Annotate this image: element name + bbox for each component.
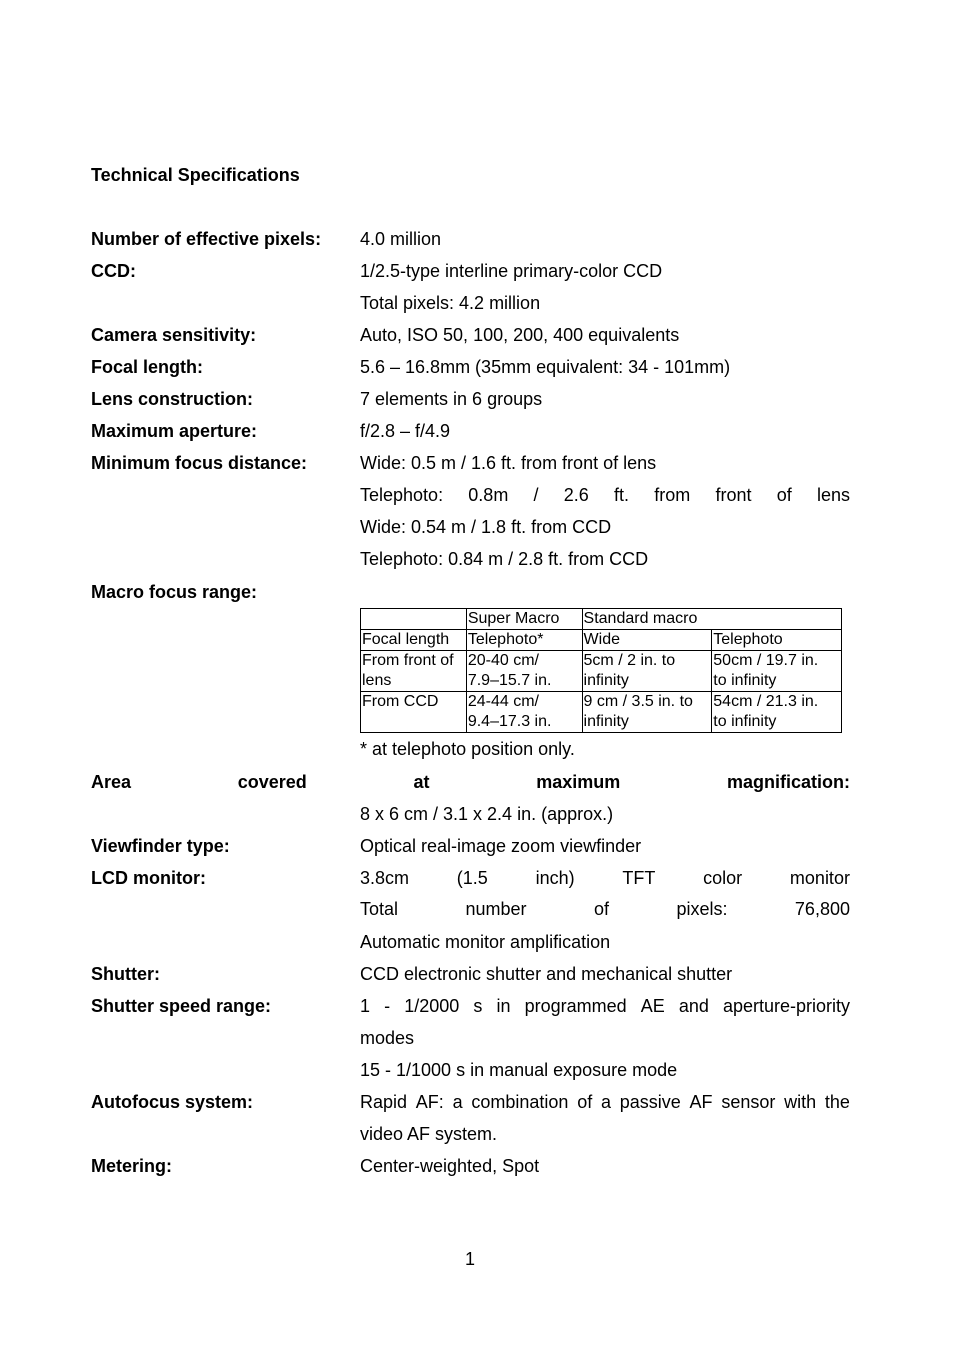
cell-line: 9 cm / 3.5 in. to xyxy=(583,693,693,710)
word: 76,800 xyxy=(794,899,850,919)
word: TFT xyxy=(622,868,656,888)
cell-line: to infinity xyxy=(713,672,777,689)
spec-value-metering: Center-weighted, Spot xyxy=(360,1156,540,1176)
word: and xyxy=(678,996,709,1016)
cell-line: 24-44 cm/ xyxy=(467,693,539,710)
word: at xyxy=(413,772,430,792)
word: monitor xyxy=(789,868,850,888)
spec-value-min-focus-line1: Wide: 0.5 m / 1.6 ft. from front of lens xyxy=(360,453,657,473)
cell-line: 5cm / 2 in. to xyxy=(583,652,676,669)
spec-value-autofocus-line1 xyxy=(360,1091,850,1113)
word: 1 xyxy=(360,996,371,1016)
table-cell xyxy=(582,651,712,692)
spec-label-shutter-speed: Shutter speed range: xyxy=(91,996,272,1016)
word: number xyxy=(465,899,527,919)
cell-line: From CCD xyxy=(362,693,439,710)
word: Area xyxy=(91,772,132,792)
table-cell xyxy=(361,651,467,692)
spec-label-lcd: LCD monitor: xyxy=(91,868,206,888)
spec-label-macro: Macro focus range: xyxy=(91,582,258,602)
word: covered xyxy=(237,772,307,792)
table-cell xyxy=(582,692,712,733)
spec-label-pixels: Number of effective pixels: xyxy=(91,229,322,249)
table-cell: Wide xyxy=(582,630,712,651)
table-cell: Super Macro xyxy=(466,609,582,630)
cell-line: infinity xyxy=(583,713,629,730)
spec-label-area xyxy=(91,771,850,793)
page-number: 1 xyxy=(464,1249,475,1269)
table-cell xyxy=(361,692,467,733)
table-cell: Focal length xyxy=(361,630,467,651)
spec-value-shutter-speed-line2: modes xyxy=(360,1028,415,1048)
word: - xyxy=(384,996,391,1016)
page-title: Technical Specifications xyxy=(91,165,300,185)
spec-value-pixels: 4.0 million xyxy=(360,229,442,249)
word: maximum xyxy=(536,772,621,792)
word: inch) xyxy=(535,868,575,888)
table-cell xyxy=(466,651,582,692)
word: AE xyxy=(640,996,665,1016)
spec-value-lcd-line3: Automatic monitor amplification xyxy=(360,932,611,952)
table-row xyxy=(361,609,842,630)
table-cell xyxy=(712,651,842,692)
cell-line: 9.4–17.3 in. xyxy=(467,713,552,730)
word: a xyxy=(452,1092,463,1112)
cell-line: infinity xyxy=(583,672,629,689)
table-row xyxy=(361,630,842,651)
spec-value-aperture: f/2.8 – f/4.9 xyxy=(360,421,451,441)
word: of xyxy=(577,1092,593,1112)
word: passive xyxy=(619,1092,681,1112)
word: magnification: xyxy=(726,772,850,792)
word: from xyxy=(654,485,691,505)
table-cell xyxy=(361,609,467,630)
spec-label-metering: Metering: xyxy=(91,1156,172,1176)
macro-table-note: * at telephoto position only. xyxy=(360,739,575,759)
spec-value-sensitivity: Auto, ISO 50, 100, 200, 400 equivalents xyxy=(360,325,680,345)
table-cell: Telephoto xyxy=(712,630,842,651)
spec-value-min-focus-line3: Wide: 0.54 m / 1.8 ft. from CCD xyxy=(360,517,612,537)
word: 2.6 xyxy=(563,485,589,505)
word: of xyxy=(593,899,609,919)
cell-line: 50cm / 19.7 in. xyxy=(713,652,819,669)
word: in xyxy=(496,996,511,1016)
cell-line: to infinity xyxy=(713,713,777,730)
spec-value-min-focus-line2 xyxy=(360,484,850,506)
word: lens xyxy=(816,485,850,505)
spec-value-shutter-speed-line3: 15 - 1/1000 s in manual exposure mode xyxy=(360,1060,678,1080)
word: sensor xyxy=(721,1092,776,1112)
spec-value-min-focus-line4: Telephoto: 0.84 m / 2.8 ft. from CCD xyxy=(360,549,649,569)
word: 3.8cm xyxy=(360,868,410,888)
spec-label-lens: Lens construction: xyxy=(91,389,254,409)
spec-value-area: 8 x 6 cm / 3.1 x 2.4 in. (approx.) xyxy=(360,804,614,824)
word: front xyxy=(715,485,752,505)
word: a xyxy=(600,1092,611,1112)
spec-value-ccd-line2: Total pixels: 4.2 million xyxy=(360,293,541,313)
word: (1.5 xyxy=(456,868,488,888)
spec-value-lcd-line1 xyxy=(360,867,850,889)
table-row xyxy=(361,692,842,733)
table-cell xyxy=(466,692,582,733)
spec-label-min-focus: Minimum focus distance: xyxy=(91,453,308,473)
word: color xyxy=(703,868,743,888)
word: 1/2000 xyxy=(404,996,460,1016)
spec-label-ccd: CCD: xyxy=(91,261,136,281)
word: Total xyxy=(360,899,399,919)
word: of xyxy=(776,485,792,505)
cell-line: 7.9–15.7 in. xyxy=(467,672,552,689)
macro-range-table xyxy=(360,608,842,733)
table-cell xyxy=(712,692,842,733)
word: AF: xyxy=(415,1092,444,1112)
word: Telephoto: xyxy=(360,485,444,505)
cell-line xyxy=(362,712,465,732)
spec-value-autofocus-line2: video AF system. xyxy=(360,1124,498,1144)
spec-label-shutter: Shutter: xyxy=(91,964,160,984)
spec-value-lens: 7 elements in 6 groups xyxy=(360,389,543,409)
spec-value-shutter-speed-line1 xyxy=(360,995,850,1017)
spec-value-ccd-line1: 1/2.5-type interline primary-color CCD xyxy=(360,261,663,281)
word: programmed xyxy=(524,996,627,1016)
word: / xyxy=(533,485,539,505)
cell-line: 20-40 cm/ xyxy=(467,652,539,669)
word: Rapid xyxy=(360,1092,408,1112)
word: AF xyxy=(689,1092,713,1112)
cell-line: From front of xyxy=(362,652,454,669)
table-cell: Telephoto* xyxy=(466,630,582,651)
cell-line: lens xyxy=(362,672,392,689)
word: the xyxy=(824,1092,850,1112)
word: 0.8m xyxy=(468,485,509,505)
word: ft. xyxy=(614,485,630,505)
word: s xyxy=(473,996,483,1016)
spec-value-lcd-line2 xyxy=(360,898,850,920)
spec-label-viewfinder: Viewfinder type: xyxy=(91,836,230,856)
spec-value-focal: 5.6 – 16.8mm (35mm equivalent: 34 - 101mm) xyxy=(360,357,731,377)
cell-line: 54cm / 21.3 in. xyxy=(713,693,819,710)
spec-label-autofocus: Autofocus system: xyxy=(91,1092,254,1112)
spec-label-aperture: Maximum aperture: xyxy=(91,421,258,441)
word: with xyxy=(784,1092,817,1112)
word: combination xyxy=(471,1092,569,1112)
spec-label-sensitivity: Camera sensitivity: xyxy=(91,325,257,345)
spec-value-shutter: CCD electronic shutter and mechanical shutter xyxy=(360,964,733,984)
word: pixels: xyxy=(676,899,728,919)
spec-value-viewfinder: Optical real-image zoom viewfinder xyxy=(360,836,642,856)
spec-label-focal: Focal length: xyxy=(91,357,203,377)
word: aperture-priority xyxy=(722,996,850,1016)
table-row xyxy=(361,651,842,692)
table-cell: Standard macro xyxy=(582,609,841,630)
